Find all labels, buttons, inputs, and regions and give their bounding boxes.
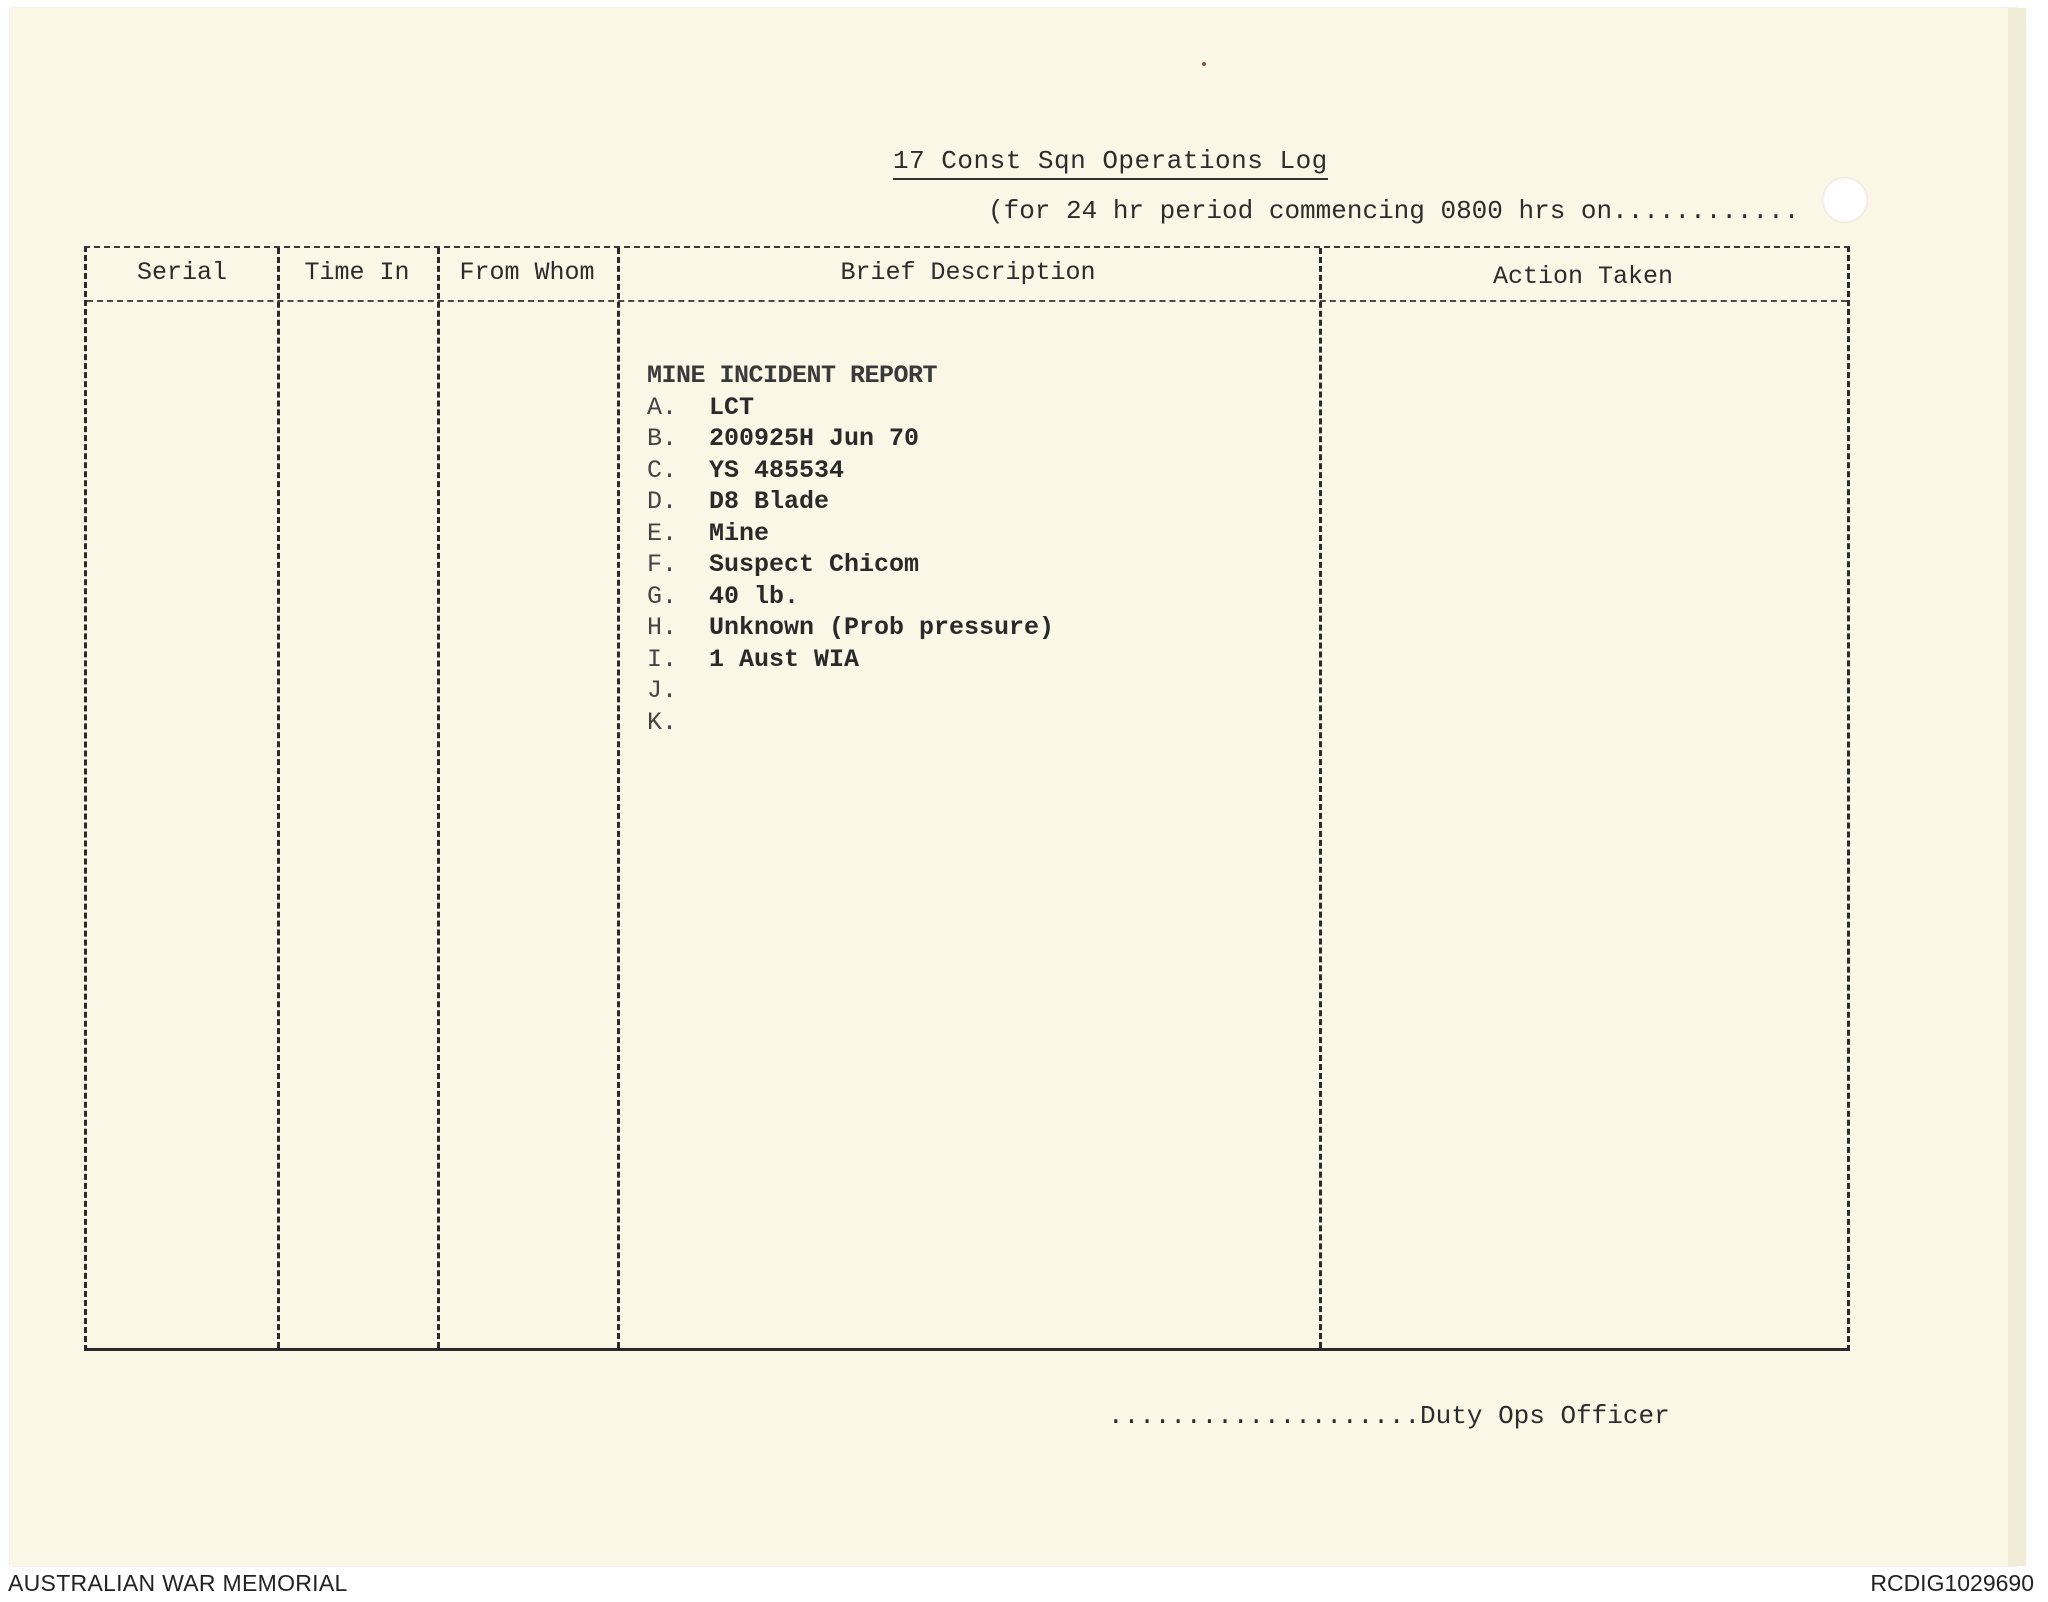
column-header-brief-description: Brief Description — [840, 258, 1096, 287]
punch-hole — [1822, 177, 1868, 223]
item-value: 1 Aust WIA — [709, 644, 860, 674]
mine-incident-report — [647, 360, 1054, 738]
item-letter: H. — [647, 613, 678, 642]
item-value: 40 lb. — [709, 581, 800, 611]
column-header-from-whom: From Whom — [459, 258, 595, 287]
report-item — [647, 455, 1054, 487]
archive-reference: RCDIG1029690 — [1870, 1570, 2034, 1596]
item-letter: B. — [647, 424, 678, 453]
column-divider — [437, 248, 440, 1348]
item-value: Unknown (Prob pressure) — [709, 613, 1055, 642]
item-value: Mine — [709, 518, 770, 548]
report-item — [647, 518, 1054, 550]
archive-credit: AUSTRALIAN WAR MEMORIAL — [8, 1570, 348, 1596]
report-item — [647, 707, 1054, 739]
item-letter: C. — [647, 455, 678, 485]
report-item — [647, 612, 1054, 644]
column-divider — [277, 248, 280, 1348]
item-value: D8 Blade — [709, 487, 830, 516]
log-table — [84, 246, 1850, 1351]
column-header-action-taken: Action Taken — [1492, 262, 1674, 291]
item-letter: D. — [647, 487, 678, 516]
item-letter: I. — [647, 644, 678, 674]
report-heading: MINE INCIDENT REPORT — [647, 361, 938, 390]
item-letter: F. — [647, 550, 678, 579]
report-item — [647, 423, 1054, 455]
column-header-serial: Serial — [136, 258, 227, 287]
duty-ops-officer-signoff: ....................Duty Ops Officer — [1108, 1401, 1670, 1431]
item-value: Suspect Chicom — [709, 550, 920, 579]
report-item — [647, 581, 1054, 613]
column-divider — [617, 248, 620, 1348]
report-item — [647, 644, 1054, 676]
log-title: 17 Const Sqn Operations Log — [893, 146, 1328, 180]
item-letter: K. — [647, 707, 678, 737]
item-letter: J. — [647, 676, 678, 705]
report-item — [647, 549, 1054, 581]
column-divider — [1319, 248, 1322, 1348]
report-item — [647, 675, 1054, 707]
column-header-time-in: Time In — [304, 258, 410, 287]
header-rule — [87, 300, 1847, 302]
item-letter: G. — [647, 581, 678, 611]
item-value: 200925H Jun 70 — [709, 424, 920, 453]
item-value: LCT — [709, 392, 755, 422]
report-item — [647, 486, 1054, 518]
page-edge — [2008, 8, 2026, 1566]
item-letter: A. — [647, 392, 678, 422]
item-value: YS 485534 — [709, 455, 845, 485]
report-item — [647, 392, 1054, 424]
item-letter: E. — [647, 518, 678, 548]
log-period-line: (for 24 hr period commencing 0800 hrs on............ — [988, 196, 1800, 226]
paper-speck — [1202, 62, 1206, 66]
